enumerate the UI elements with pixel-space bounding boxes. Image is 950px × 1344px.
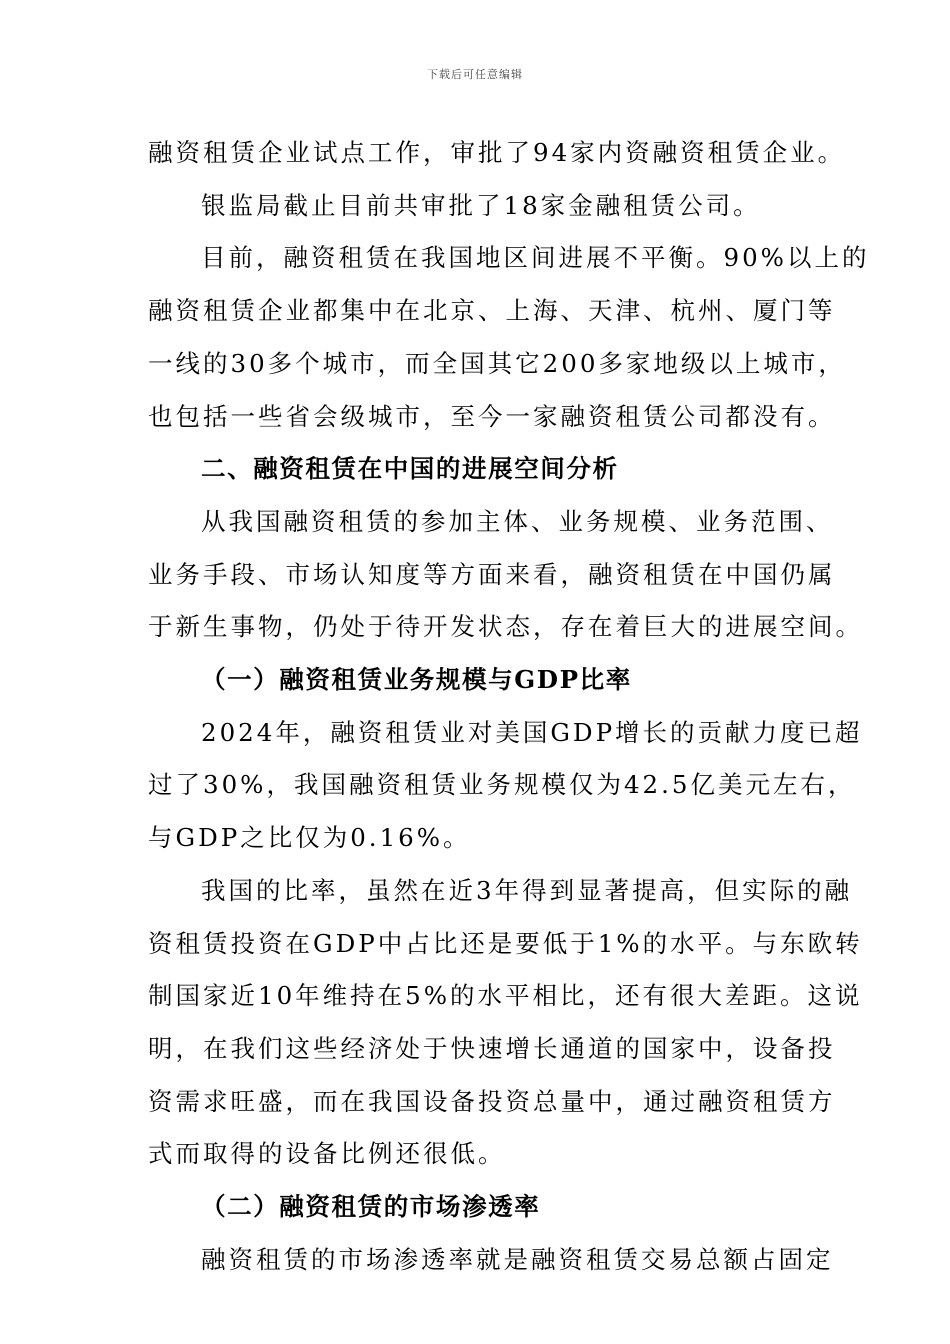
text-line: 与GDP之比仅为0.16%。 xyxy=(148,823,471,853)
text-line: 于新生事物，仍处于待开发状态，存在着巨大的进展空间。 xyxy=(148,612,863,642)
text-line: 式而取得的设备比例还很低。 xyxy=(148,1139,506,1169)
text-line: 融资租赁的市场渗透率就是融资租赁交易总额占固定 xyxy=(201,1244,834,1274)
text-line: 目前，融资租赁在我国地区间进展不平衡。90%以上的 xyxy=(201,243,870,273)
text-line: 银监局截止目前共审批了18家金融租赁公司。 xyxy=(201,190,761,220)
document-body xyxy=(148,127,870,1286)
text-line: 资租赁投资在GDP中占比还是要低于1%的水平。与东欧转 xyxy=(148,928,863,958)
subsection-heading: （二）融资租赁的市场渗透率 xyxy=(201,1192,541,1222)
page-header-note: 下载后可任意编辑 xyxy=(427,68,523,81)
section-heading: 二、融资租赁在中国的进展空间分析 xyxy=(201,454,619,484)
text-line: 过了30%，我国融资租赁业务规模仅为42.5亿美元左右， xyxy=(148,770,856,800)
subsection-heading: （一）融资租赁业务规模与GDP比率 xyxy=(201,665,632,695)
text-line: 资需求旺盛，而在我国设备投资总量中，通过融资租赁方 xyxy=(148,1086,836,1116)
text-line: 业务手段、市场认知度等方面来看，融资租赁在中国仍属 xyxy=(148,559,836,589)
text-line: 2024年，融资租赁业对美国GDP增长的贡献力度已超 xyxy=(201,717,863,747)
text-line: 我国的比率，虽然在近3年得到显著提高，但实际的融 xyxy=(201,875,853,905)
text-line: 融资租赁企业都集中在北京、上海、天津、杭州、厦门等 xyxy=(148,296,836,326)
text-line: 从我国融资租赁的参加主体、业务规模、业务范围、 xyxy=(201,506,834,536)
text-line: 也包括一些省会级城市，至今一家融资租赁公司都没有。 xyxy=(148,401,836,431)
text-line: 明，在我们这些经济处于快速增长通道的国家中，设备投 xyxy=(148,1033,836,1063)
text-line: 一线的30多个城市，而全国其它200多家地级以上城市， xyxy=(148,348,846,378)
text-line: 制国家近10年维持在5%的水平相比，还有很大差距。这说 xyxy=(148,981,863,1011)
text-line: 融资租赁企业试点工作，审批了94家内资融资租赁企业。 xyxy=(148,138,846,167)
